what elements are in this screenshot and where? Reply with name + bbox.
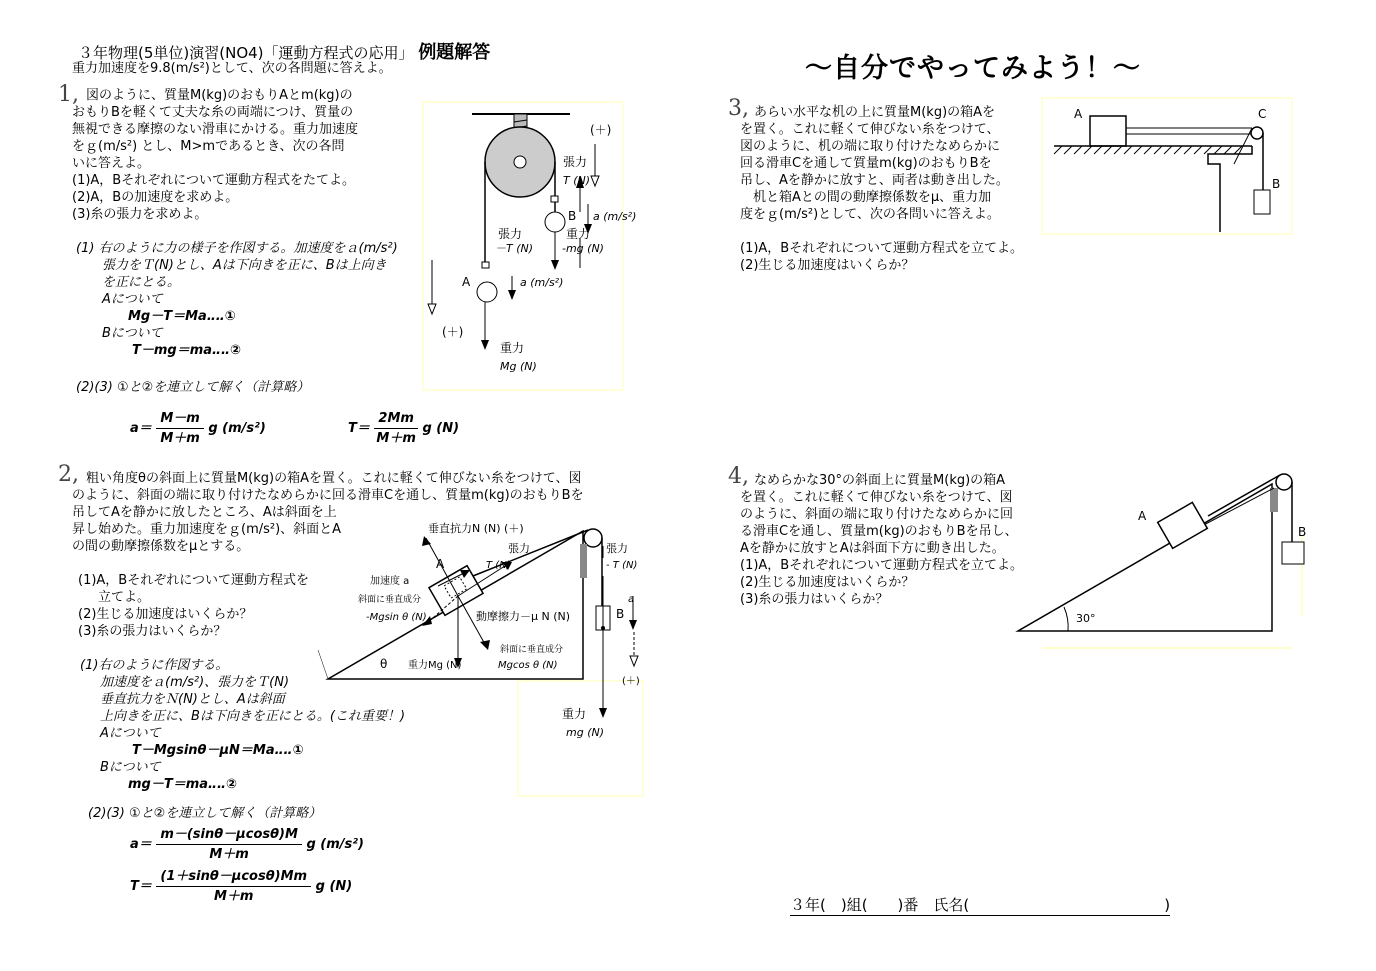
q1-ans-line: (2)(3) ①と②を連立して解く（計算略） [76, 380, 310, 395]
q2-line: の間の動摩擦係数をμとする。 [72, 539, 250, 554]
q3-line: 図のように、机の端に取り付けたなめらかに [740, 139, 1001, 154]
q3-line: (2)生じる加速度はいくらか？ [740, 258, 915, 273]
q1-line: (1)A，Bそれぞれについて運動方程式をたてよ。 [72, 173, 355, 188]
formula-lhs: a＝ [130, 837, 152, 852]
q1-eq2: T－mg＝ma‥‥② [132, 343, 241, 358]
q2-ans-line: (1)右のように作図する。 [80, 658, 229, 673]
q2-q: (2)生じる加速度はいくらか？ [78, 607, 253, 622]
q1-problem [72, 87, 358, 223]
q1-line: 図のように、質量M(kg)のおもりAとm(kg)の [86, 88, 353, 103]
fig-label: B [568, 209, 577, 223]
q2-q: (1)A，Bそれぞれについて運動方程式を [78, 573, 309, 588]
q1-number: 1, [58, 82, 79, 107]
denominator: M＋m [376, 431, 416, 446]
q3-line: を置く。これに軽くて伸びない糸をつけて、 [740, 122, 1000, 137]
fig-label: A [436, 557, 445, 571]
fig-label: －T (N) [495, 242, 534, 255]
q4-line: る滑車Cを通し、質量m(kg)のおもりBを吊し、 [740, 524, 1018, 539]
fig-label: 重力 [566, 227, 591, 241]
fig-label: -mg (N) [562, 242, 604, 255]
right-title: ～自分でやってみよう！～ [805, 53, 1141, 84]
student-name-line: ３年( )組( )番 氏名( ) [790, 896, 1171, 914]
q1-ans-line: 張力をＴ(N)とし、Aは下向きを正に、Bは上向き [102, 258, 387, 273]
q2-line: 粗い角度θの斜面上に質量M(kg)の箱Aを置く。これに軽くて伸びない糸をつけて、図 [86, 471, 582, 486]
fig-label: T (N) [486, 560, 511, 571]
fig-label: 張力 [563, 155, 588, 169]
fig-label: a (m/s²) [520, 276, 564, 289]
q1-line: いに答えよ。 [72, 156, 151, 171]
numerator: M－m [156, 410, 203, 429]
q2-line: のように、斜面の端に取り付けたなめらかに回る滑車Cを通し、質量m(kg)のおもりBを [72, 488, 584, 503]
formula-rhs: g (N) [422, 421, 460, 436]
fig-label: B [1272, 177, 1281, 191]
denominator: M＋m [214, 889, 254, 904]
fig-label: 張力 [606, 542, 628, 555]
fig-label: 張力 [498, 227, 523, 241]
formula-fraction [374, 410, 418, 447]
q2-ans-line: (2)(3) ①と②を連立して解く（計算略） [88, 806, 322, 821]
fig-label: 加速度 a [370, 576, 410, 587]
fig-label: A [1074, 107, 1083, 121]
q1-ans-line: を正にとる。 [102, 275, 181, 290]
formula-fraction [156, 410, 203, 447]
fig-label: B [616, 607, 625, 621]
q4-line: を置く。これに軽くて伸びない糸をつけて、図 [740, 490, 1013, 505]
fig-label: (＋) [442, 325, 464, 339]
fig-label: Mgcos θ (N) [498, 660, 558, 671]
q4-line: (2)生じる加速度はいくらか？ [740, 575, 915, 590]
q1-ans-line: Bについて [102, 326, 163, 341]
title-bold: 例題解答 [418, 42, 491, 63]
q3-number: 3, [728, 96, 749, 121]
q3-line: 度をｇ(m/s²)として、次の各問いに答えよ。 [740, 207, 1000, 222]
q3-problem [740, 104, 1023, 274]
fig-label: 30° [1076, 612, 1096, 625]
q2-ans-line: 加速度をａ(m/s²)、張力をＴ(N) [100, 675, 290, 690]
title-text: ３年物理(5単位)演習(NO4)「運動方程式の応用」 [78, 44, 414, 62]
q2-questions [78, 572, 309, 640]
fig-label: (＋) [622, 676, 640, 687]
q1-pulley-diagram [420, 100, 637, 392]
q1-line: おもりBを軽くて丈夫な糸の両端につけ、質量の [72, 105, 354, 120]
numerator: 2Mm [374, 410, 418, 429]
q3-line: 吊し、Aを静かに放すと、両者は動き出した。 [740, 173, 1009, 188]
formula-fraction [156, 826, 302, 863]
q2-q: (3)糸の張力はいくらか？ [78, 624, 227, 639]
fig-label: A [1138, 509, 1147, 523]
q2-eq2: mg－T＝ma‥‥② [128, 777, 237, 792]
fig-label: B [1298, 525, 1307, 539]
q4-line: (3)糸の張力はいくらか？ [740, 592, 889, 607]
q2-number: 2, [58, 462, 79, 487]
fig-label: T (N) [563, 174, 591, 187]
q4-line: なめらかな30°の斜面上に質量M(kg)の箱A [754, 473, 1006, 488]
q1-formula-a [130, 410, 266, 447]
q2-line: 昇し始めた。重力加速度をｇ(m/s²)、斜面とA [72, 522, 342, 537]
q1-answer [76, 240, 398, 396]
q1-line: 無視できる摩擦のない滑車にかける。重力加速度 [72, 122, 359, 137]
formula-rhs: g (m/s²) [306, 837, 364, 852]
fig-label: 重力Mg (N) [408, 660, 462, 671]
fig-label: 斜面に垂直成分 [500, 645, 564, 655]
fig-label: 重力 [562, 707, 587, 721]
q1-ans-line: (1) 右のように力の様子を作図する。加速度をａ(m/s²) [76, 241, 398, 256]
fig-label: 垂直抗力N (N) (＋) [428, 522, 524, 535]
q3-line [740, 223, 1023, 240]
q2-ans-line: Bについて [100, 760, 161, 775]
q2-line: 吊してAを静かに放したところ、Aは斜面を上 [72, 505, 337, 520]
q3-table-diagram [1040, 96, 1295, 238]
fig-label: a [628, 594, 635, 605]
q2-q: 立てよ。 [98, 590, 151, 605]
fig-label: 斜面に垂直成分 [358, 595, 422, 605]
fig-label: -Mgsin θ (N) [366, 612, 427, 623]
formula-rhs: g (m/s²) [208, 421, 266, 436]
fig-label: 重力 [500, 341, 525, 355]
fig-label: Mg (N) [500, 360, 537, 373]
q1-eq1: Mg－T＝Ma‥‥① [128, 309, 236, 324]
q4-problem [740, 472, 1023, 608]
denominator: M＋m [160, 431, 200, 446]
q4-incline-diagram [1012, 466, 1312, 652]
fig-label: C [1258, 107, 1267, 121]
q4-line: (1)A，Bそれぞれについて運動方程式を立てよ。 [740, 558, 1023, 573]
fig-label: 張力 [508, 542, 530, 555]
formula-fraction [156, 868, 311, 905]
q3-line: 回る滑車Cを通して質量m(kg)のおもりBを [740, 156, 992, 171]
fig-label: a (m/s²) [593, 210, 637, 223]
fig-label: - T (N) [606, 560, 638, 571]
formula-rhs: g (N) [315, 879, 353, 894]
q3-line: あらい水平な机の上に質量M(kg)の箱Aを [754, 105, 996, 120]
numerator: (1＋sinθ－μcosθ)Mm [156, 868, 311, 887]
fig-label: θ [380, 657, 388, 671]
formula-lhs: T＝ [348, 421, 370, 436]
q1-formula-t [348, 410, 459, 447]
q1-line: をｇ(m/s²) とし、M>mであるとき、次の各問 [72, 139, 345, 154]
q1-ans-line: Aについて [102, 292, 163, 307]
q4-line: のように、斜面の端に取り付けたなめらかに回 [740, 507, 1014, 522]
q3-line: 机と箱Aとの間の動摩擦係数をμ、重力加 [740, 190, 992, 205]
subtitle: 重力加速度を9.8(m/s²)として、次の各問題に答えよ。 [72, 61, 392, 76]
numerator: m－(sinθ－μcosθ)M [156, 826, 302, 845]
fig-label: (＋) [590, 123, 612, 137]
fig-label: A [462, 275, 471, 289]
q4-number: 4, [728, 464, 749, 489]
q3-line: (1)A，Bそれぞれについて運動方程式を立てよ。 [740, 241, 1023, 256]
q2-eq1: T－Mgsinθ－μN＝Ma‥‥① [132, 743, 304, 758]
denominator: M＋m [209, 847, 249, 862]
q2-formula-a [130, 826, 364, 863]
q2-ans-line: 垂直抗力をＮ(N)とし、Aは斜面 [100, 692, 285, 707]
q1-line: (3)糸の張力を求めよ。 [72, 207, 208, 222]
q1-line: (2)A，Bの加速度を求めよ。 [72, 190, 239, 205]
q2-formula-t [130, 868, 352, 905]
q2-incline-diagram [318, 516, 648, 801]
q2-ans-line: Aについて [100, 726, 161, 741]
q4-line: Aを静かに放すとAは斜面下方に動き出した。 [740, 541, 1005, 556]
fig-label: 動摩擦力－μ N (N) [476, 610, 571, 623]
fig-label: mg (N) [566, 726, 605, 739]
q2-ans-line: 上向きを正に、Bは下向きを正にとる。(これ重要！) [100, 709, 406, 724]
formula-lhs: a＝ [130, 421, 152, 436]
formula-lhs: T＝ [130, 879, 152, 894]
